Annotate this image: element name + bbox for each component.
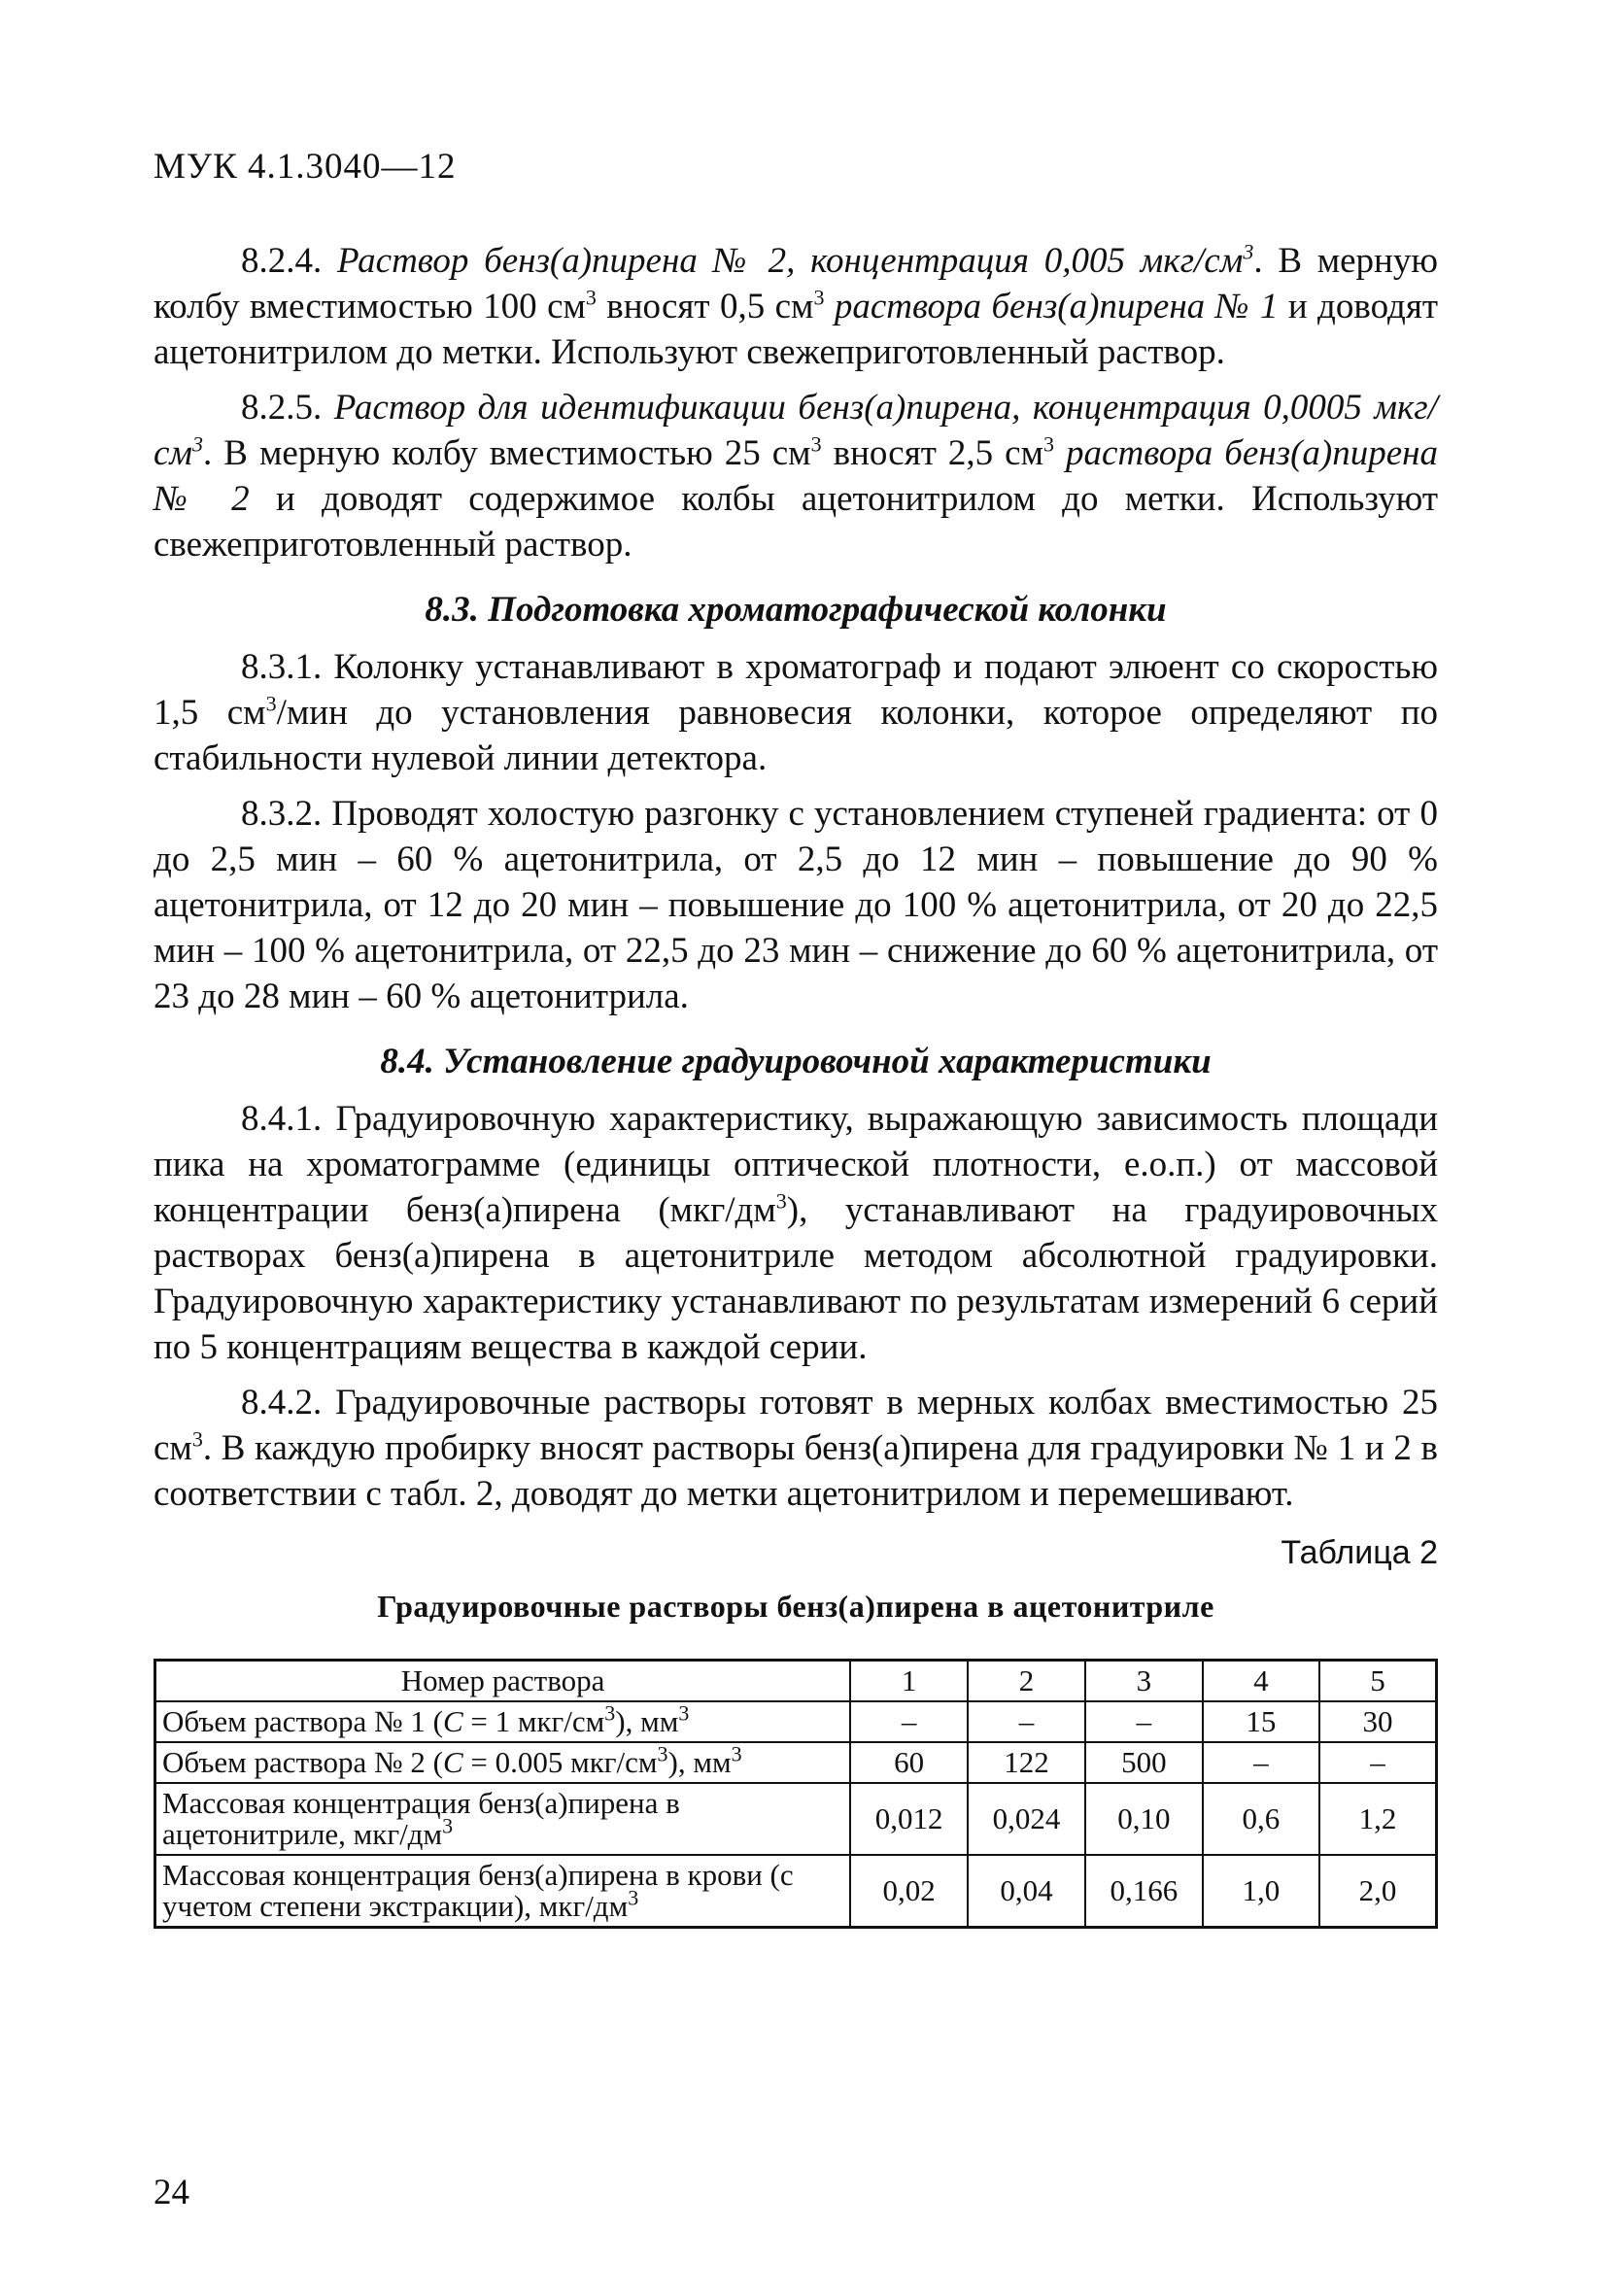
table-row bbox=[155, 1783, 1437, 1855]
section-heading-8-3: 8.3. Подготовка хроматографической колонки bbox=[425, 590, 1167, 630]
row-label: Массовая концентрация бенз(а)пирена в крови (с учетом степени экстракции), мкг/$дм^3$ bbox=[155, 1855, 851, 1928]
table-label: Таблица 2 bbox=[1281, 1534, 1438, 1571]
table-header-cell: 5 bbox=[1319, 1661, 1437, 1702]
table-cell: 15 bbox=[1203, 1701, 1319, 1742]
table-cell: 1,2 bbox=[1319, 1783, 1437, 1855]
calibration-table bbox=[154, 1659, 1438, 1929]
table-cell: 0,04 bbox=[968, 1855, 1085, 1928]
page-number: 24 bbox=[154, 2173, 189, 2212]
table-cell: 0,012 bbox=[850, 1783, 968, 1855]
table-row bbox=[155, 1742, 1437, 1783]
table-cell: – bbox=[850, 1701, 968, 1742]
table-cell: 500 bbox=[1085, 1742, 1203, 1783]
section-heading-8-4: 8.4. Установление градуировочной характеристики bbox=[380, 1042, 1212, 1081]
table-cell: 0,024 bbox=[968, 1783, 1085, 1855]
paragraph-title: Раствор для идентификации бенз(а)пирена, концентрация 0,0005 мкг/$см^3$ bbox=[154, 388, 1439, 473]
row-label: Массовая концентрация бенз(а)пирена в ацетонитриле, мкг/$дм^3$ bbox=[155, 1783, 851, 1855]
table-cell: 0,166 bbox=[1085, 1855, 1203, 1928]
table-header-cell: Номер раствора bbox=[155, 1661, 851, 1702]
row-label: Объем раствора № 1 (С = 1 мкг/$см^3$), $мм^3$ bbox=[155, 1701, 851, 1742]
table-header-cell: 1 bbox=[850, 1661, 968, 1702]
paragraph-8-3-2: 8.3.2. Проводят холостую разгонку с установлением ступеней градиента: от 0 до 2,5 мин – 60 % ацетонитрила, от 2,5 до 12 мин – повышение до 90 % ацетонитрила, от 12 до 20 мин – повышение до 100 % ацетонитрила, от 20 до 22,5 мин – 100 % ацетонитрила, от 22,5 до 23 мин – снижение до 60 % ацетонитрила, от 23 до 28 мин – 60 % ацетонитрила. bbox=[154, 794, 1438, 1016]
table-cell: – bbox=[1203, 1742, 1319, 1783]
table-header-cell: 4 bbox=[1203, 1661, 1319, 1702]
table-header-cell: 2 bbox=[968, 1661, 1085, 1702]
table-header-cell: 3 bbox=[1085, 1661, 1203, 1702]
paragraph-8-2-4: 8.2.4. Раствор бенз(а)пирена № 2, концентрация 0,005 мкг/$см^3$. В мерную колбу вместимостью 100 $см^3$ вносят 0,5 $см^3$ раствора бенз(а)пирена № 1 и доводят ацетонитрилом до метки. Используют свежеприготовленный раствор. bbox=[154, 239, 1439, 372]
paragraph-title: Раствор бенз(а)пирена № 2, концентрация 0,005 мкг/$см^3$ bbox=[336, 239, 1254, 281]
page-content bbox=[154, 238, 1438, 1929]
table-cell: – bbox=[1319, 1742, 1437, 1783]
row-label: Объем раствора № 2 (С = 0.005 мкг/$см^3$), $мм^3$ bbox=[155, 1742, 851, 1783]
table-row bbox=[155, 1855, 1437, 1928]
table-cell: – bbox=[968, 1701, 1085, 1742]
paragraph-8-4-2: 8.4.2. Градуировочные растворы готовят в мерных колбах вместимостью 25 $см^3$. В каждую пробирку вносят растворы бенз(а)пирена для градуировки № 1 и 2 в соответствии с табл. 2, доводят до метки ацетонитрилом и перемешивают. bbox=[154, 1383, 1438, 1514]
table-row bbox=[155, 1701, 1437, 1742]
table-cell: 2,0 bbox=[1319, 1855, 1437, 1928]
table-header-row bbox=[155, 1661, 1437, 1702]
document-header: МУК 4.1.3040—12 bbox=[154, 147, 457, 187]
table-cell: – bbox=[1085, 1701, 1203, 1742]
paragraph-8-4-1: 8.4.1. Градуировочную характеристику, выражающую зависимость площади пика на хроматограмме (единицы оптической плотности, е.о.п.) от массовой концентрации бенз(а)пирена $(мкг/дм^3)$, устанавливают на градуировочных растворах бенз(а)пирена в ацетонитриле методом абсолютной градуировки. Градуировочную характеристику устанавливают по результатам измерений 6 серий по 5 концентрациям вещества в каждой серии. bbox=[154, 1099, 1439, 1367]
table-cell: 1,0 bbox=[1203, 1855, 1319, 1928]
paragraph-8-3-1: 8.3.1. Колонку устанавливают в хроматограф и подают элюент со скоростью 1,5 $см^3$/мин до установления равновесия колонки, которое определяют по стабильности нулевой линии детектора. bbox=[154, 647, 1438, 778]
table-cell: 0,6 bbox=[1203, 1783, 1319, 1855]
table-cell: 0,02 bbox=[850, 1855, 968, 1928]
paragraph-8-2-5: 8.2.5. Раствор для идентификации бенз(а)пирена, концентрация 0,0005 мкг/$см^3$. В мерную колбу вместимостью 25 $см^3$ вносят 2,5 $см^3$ раствора бенз(а)пирена № 2 и доводят содержимое колбы ацетонитрилом до метки. Используют свежеприготовленный раствор. bbox=[154, 388, 1439, 565]
table-cell: 60 bbox=[850, 1742, 968, 1783]
table-cell: 30 bbox=[1319, 1701, 1437, 1742]
table-cell: 0,10 bbox=[1085, 1783, 1203, 1855]
table-cell: 122 bbox=[968, 1742, 1085, 1783]
table-title: Градуировочные растворы бенз(а)пирена в ацетонитриле bbox=[377, 1589, 1214, 1624]
